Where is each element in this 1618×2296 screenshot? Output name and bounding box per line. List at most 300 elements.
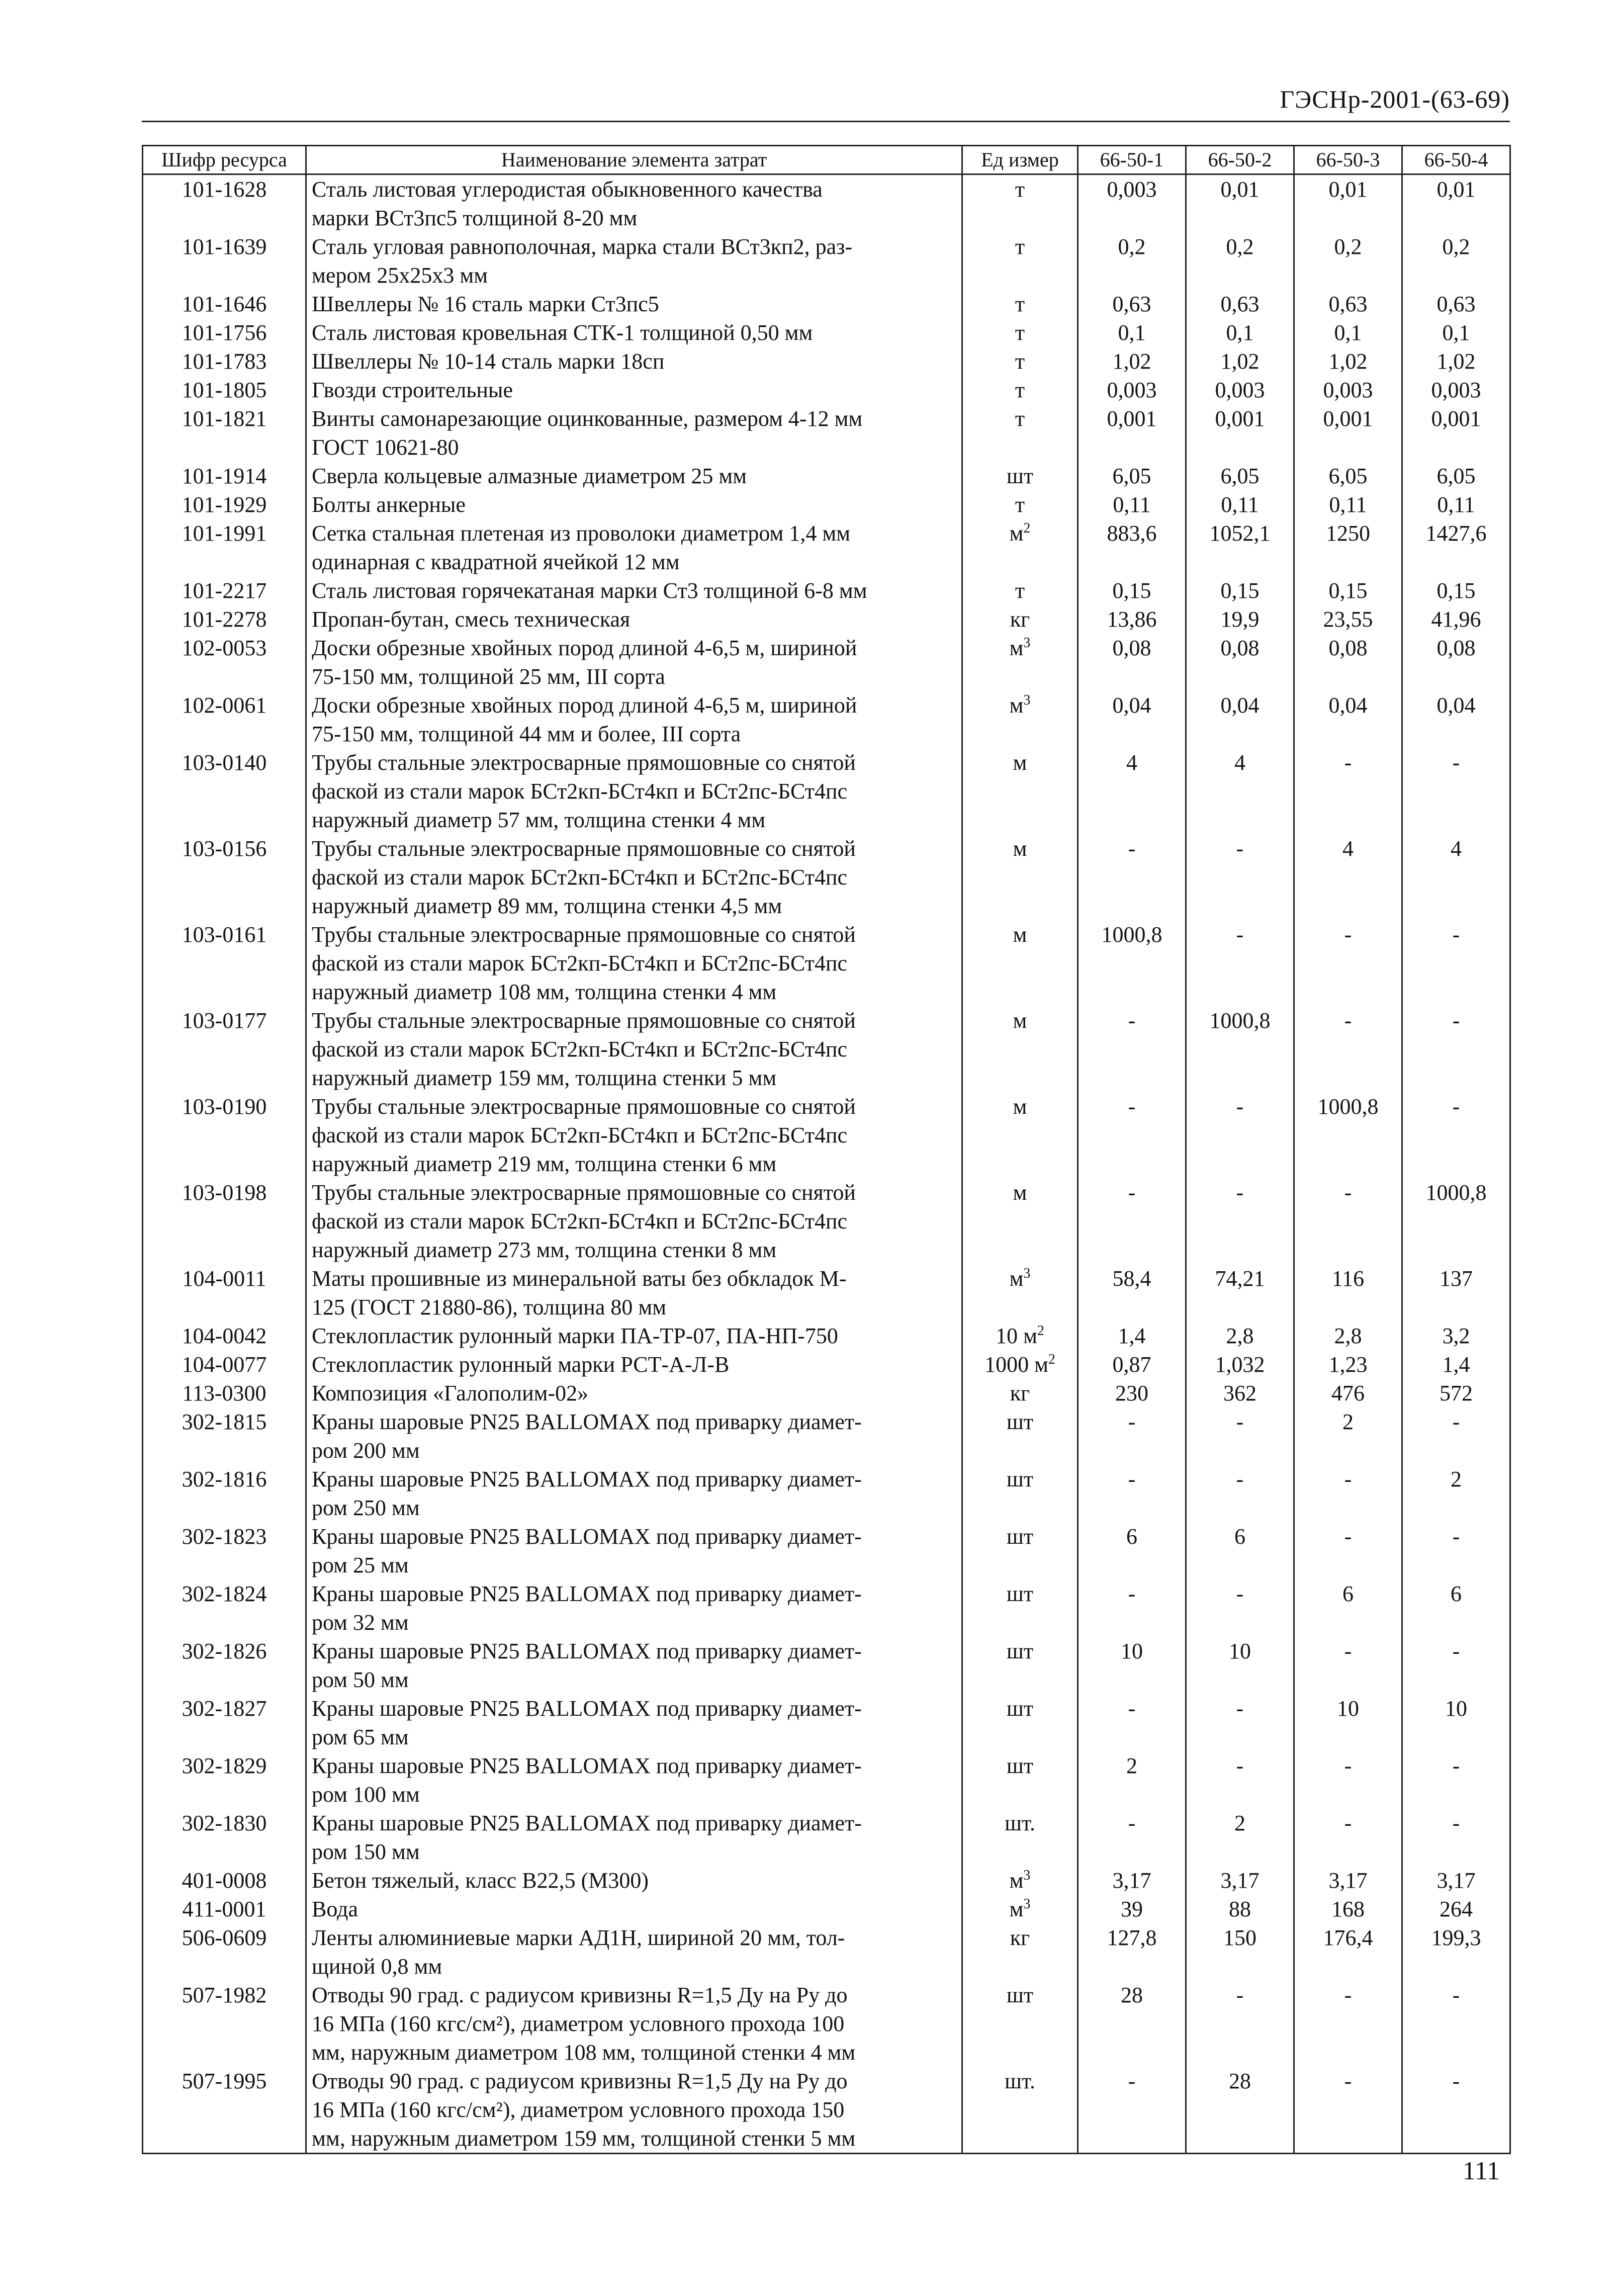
resource-name <box>306 347 962 376</box>
unit-text: т <box>1015 349 1025 374</box>
value-66-50-2: - <box>1186 1751 1294 1809</box>
resource-name <box>306 576 962 605</box>
resource-name-line: ром 150 мм <box>312 1839 420 1864</box>
resource-name <box>306 1264 962 1321</box>
value-66-50-2: 0,04 <box>1186 691 1294 748</box>
value-66-50-2: 0,001 <box>1186 404 1294 462</box>
resource-name <box>306 1866 962 1895</box>
value-66-50-2: 1,02 <box>1186 347 1294 376</box>
resource-name-line: наружный диаметр 108 мм, толщина стенки 4 мм <box>312 980 777 1004</box>
unit-cell <box>962 605 1078 634</box>
value-66-50-2: 2 <box>1186 1809 1294 1866</box>
value-66-50-2: 4 <box>1186 748 1294 834</box>
unit-cell <box>962 576 1078 605</box>
value-66-50-3: 10 <box>1294 1694 1402 1751</box>
resource-name-line: мм, наружным диаметром 108 мм, толщиной стенки 4 мм <box>312 2040 856 2065</box>
value-66-50-4: - <box>1402 1006 1510 1092</box>
value-66-50-4: - <box>1402 1092 1510 1178</box>
resource-name-line: Трубы стальные электросварные прямошовные со снятой <box>312 1094 856 1119</box>
resource-name-line: ром 100 мм <box>312 1782 420 1807</box>
table-row <box>143 1751 1510 1809</box>
resource-name-line: Винты самонарезающие оцинкованные, размером 4-12 мм <box>312 406 863 431</box>
value-66-50-3: 476 <box>1294 1379 1402 1407</box>
resource-name <box>306 174 962 233</box>
value-66-50-1: - <box>1078 1178 1186 1264</box>
resource-name-line: щиной 0,8 мм <box>312 1954 442 1979</box>
resource-name-line: Пропан-бутан, смесь техническая <box>312 607 631 632</box>
resource-name-line: Трубы стальные электросварные прямошовные со снятой <box>312 1008 856 1033</box>
resource-name-line: Трубы стальные электросварные прямошовные со снятой <box>312 1180 856 1205</box>
unit-cell <box>962 748 1078 834</box>
unit-text: м <box>1009 1868 1024 1893</box>
unit-cell <box>962 1006 1078 1092</box>
value-66-50-1: 2 <box>1078 1751 1186 1809</box>
value-66-50-3: 0,04 <box>1294 691 1402 748</box>
value-66-50-4: 264 <box>1402 1895 1510 1923</box>
resource-name-line: 75-150 мм, толщиной 25 мм, III сорта <box>312 664 665 689</box>
value-66-50-2: 28 <box>1186 2067 1294 2154</box>
resource-name-line: Отводы 90 град. с радиусом кривизны R=1,5 Ду на Ру до <box>312 1983 848 2007</box>
value-66-50-1: - <box>1078 2067 1186 2154</box>
resource-code: 302-1823 <box>143 1522 306 1579</box>
value-66-50-1: 0,11 <box>1078 490 1186 519</box>
value-66-50-3: 0,11 <box>1294 490 1402 519</box>
resource-table <box>142 145 1511 2154</box>
unit-text: т <box>1015 378 1025 402</box>
resource-name-line: Краны шаровые PN25 BALLOMAX под приварку диамет- <box>312 1467 862 1491</box>
value-66-50-1: - <box>1078 1694 1186 1751</box>
resource-name <box>306 1694 962 1751</box>
resource-name-line: Краны шаровые PN25 BALLOMAX под приварку диамет- <box>312 1524 862 1549</box>
unit-text: шт <box>1006 1639 1034 1663</box>
unit-cell <box>962 1264 1078 1321</box>
column-header-66-50-4: 66-50-4 <box>1402 146 1510 174</box>
value-66-50-1: 1,4 <box>1078 1321 1186 1350</box>
value-66-50-1: 230 <box>1078 1379 1186 1407</box>
resource-name-line: фаской из стали марок БСт2кп-БСт4кп и БСт2пс-БСт4пс <box>312 779 848 804</box>
value-66-50-4: 0,15 <box>1402 576 1510 605</box>
resource-name-line: Трубы стальные электросварные прямошовные со снятой <box>312 836 856 861</box>
resource-name-line: Краны шаровые PN25 BALLOMAX под приварку диамет- <box>312 1409 862 1434</box>
resource-name-line: Краны шаровые PN25 BALLOMAX под приварку диамет- <box>312 1811 862 1835</box>
value-66-50-2: 0,2 <box>1186 232 1294 290</box>
value-66-50-3: 0,63 <box>1294 290 1402 318</box>
resource-name <box>306 1178 962 1264</box>
resource-name <box>306 2067 962 2154</box>
value-66-50-1: 0,003 <box>1078 174 1186 233</box>
value-66-50-3: - <box>1294 1522 1402 1579</box>
table-header-row <box>143 146 1510 174</box>
unit-text: м <box>1013 1180 1027 1205</box>
value-66-50-4: - <box>1402 1522 1510 1579</box>
unit-cell <box>962 1178 1078 1264</box>
resource-name-line: Сталь угловая равнополочная, марка стали ВСт3кп2, раз- <box>312 234 853 259</box>
value-66-50-4: 0,11 <box>1402 490 1510 519</box>
value-66-50-4: - <box>1402 1637 1510 1694</box>
resource-name <box>306 1809 962 1866</box>
unit-text: шт <box>1006 1581 1034 1606</box>
resource-name <box>306 519 962 576</box>
resource-name-line: Трубы стальные электросварные прямошовные со снятой <box>312 922 856 947</box>
resource-name <box>306 1092 962 1178</box>
resource-code: 101-1756 <box>143 318 306 347</box>
resource-name-line: Краны шаровые PN25 BALLOMAX под приварку диамет- <box>312 1753 862 1778</box>
value-66-50-4: 1,02 <box>1402 347 1510 376</box>
value-66-50-4: - <box>1402 2067 1510 2154</box>
value-66-50-1: 6 <box>1078 1522 1186 1579</box>
resource-name <box>306 634 962 691</box>
value-66-50-3: 3,17 <box>1294 1866 1402 1895</box>
value-66-50-1: - <box>1078 1407 1186 1465</box>
resource-name-line: ром 50 мм <box>312 1667 409 1692</box>
resource-code: 101-1805 <box>143 376 306 404</box>
table-row <box>143 1465 1510 1522</box>
resource-name <box>306 1522 962 1579</box>
unit-text: т <box>1015 234 1025 259</box>
resource-name <box>306 1579 962 1637</box>
value-66-50-1: 3,17 <box>1078 1866 1186 1895</box>
resource-name-line: ром 250 мм <box>312 1495 420 1520</box>
table-row <box>143 290 1510 318</box>
resource-name-line: 16 МПа (160 кгс/см²), диаметром условного прохода 100 <box>312 2011 845 2036</box>
table-body <box>143 174 1510 2154</box>
table-row <box>143 691 1510 748</box>
value-66-50-3: - <box>1294 1006 1402 1092</box>
value-66-50-4: 2 <box>1402 1465 1510 1522</box>
value-66-50-3: - <box>1294 2067 1402 2154</box>
resource-name <box>306 490 962 519</box>
value-66-50-3: 2 <box>1294 1407 1402 1465</box>
unit-text: м <box>1013 750 1027 775</box>
resource-name-line: Сетка стальная плетеная из проволоки диаметром 1,4 мм <box>312 521 851 546</box>
resource-code: 302-1829 <box>143 1751 306 1809</box>
resource-name-line: мм, наружным диаметром 159 мм, толщиной стенки 5 мм <box>312 2126 856 2151</box>
unit-text: т <box>1015 177 1025 202</box>
value-66-50-4: 4 <box>1402 834 1510 920</box>
resource-code: 302-1826 <box>143 1637 306 1694</box>
value-66-50-4: 3,17 <box>1402 1866 1510 1895</box>
resource-name <box>306 1751 962 1809</box>
value-66-50-2: 19,9 <box>1186 605 1294 634</box>
resource-code: 302-1824 <box>143 1579 306 1637</box>
unit-cell <box>962 1981 1078 2067</box>
resource-code: 101-1646 <box>143 290 306 318</box>
unit-text: шт <box>1006 1524 1034 1549</box>
value-66-50-2: - <box>1186 1092 1294 1178</box>
value-66-50-2: 1052,1 <box>1186 519 1294 576</box>
unit-exponent: 3 <box>1023 1896 1031 1912</box>
value-66-50-1: 58,4 <box>1078 1264 1186 1321</box>
table-row <box>143 174 1510 233</box>
value-66-50-1: - <box>1078 1092 1186 1178</box>
table-row <box>143 834 1510 920</box>
resource-name <box>306 376 962 404</box>
value-66-50-4: - <box>1402 920 1510 1006</box>
value-66-50-3: 0,1 <box>1294 318 1402 347</box>
value-66-50-4: 6,05 <box>1402 462 1510 490</box>
table-row <box>143 1407 1510 1465</box>
resource-name-line: фаской из стали марок БСт2кп-БСт4кп и БСт2пс-БСт4пс <box>312 1209 848 1233</box>
unit-text: кг <box>1010 1925 1030 1950</box>
value-66-50-3: 0,003 <box>1294 376 1402 404</box>
table-row <box>143 1522 1510 1579</box>
resource-name <box>306 232 962 290</box>
value-66-50-1: - <box>1078 1809 1186 1866</box>
resource-name-line: фаской из стали марок БСт2кп-БСт4кп и БСт2пс-БСт4пс <box>312 1037 848 1062</box>
unit-exponent: 2 <box>1037 1323 1044 1339</box>
table-row <box>143 1981 1510 2067</box>
resource-name-line: Краны шаровые PN25 BALLOMAX под приварку диамет- <box>312 1696 862 1721</box>
resource-name <box>306 1465 962 1522</box>
value-66-50-2: 150 <box>1186 1923 1294 1981</box>
unit-exponent: 3 <box>1023 1266 1031 1281</box>
value-66-50-3: 0,15 <box>1294 576 1402 605</box>
value-66-50-2: - <box>1186 1465 1294 1522</box>
table-row <box>143 1923 1510 1981</box>
table-row <box>143 404 1510 462</box>
value-66-50-1: 0,08 <box>1078 634 1186 691</box>
value-66-50-1: 0,2 <box>1078 232 1186 290</box>
resource-code: 101-1628 <box>143 174 306 233</box>
table-row <box>143 1637 1510 1694</box>
unit-text: т <box>1015 492 1025 517</box>
unit-exponent: 2 <box>1023 520 1031 536</box>
resource-name-line: Вода <box>312 1897 358 1921</box>
value-66-50-3: 0,01 <box>1294 174 1402 233</box>
value-66-50-3: 1000,8 <box>1294 1092 1402 1178</box>
value-66-50-3: - <box>1294 1809 1402 1866</box>
value-66-50-1: 4 <box>1078 748 1186 834</box>
value-66-50-1: 0,63 <box>1078 290 1186 318</box>
unit-cell <box>962 1379 1078 1407</box>
value-66-50-4: 0,63 <box>1402 290 1510 318</box>
resource-name-line: ром 200 мм <box>312 1438 420 1463</box>
resource-code: 101-1639 <box>143 232 306 290</box>
value-66-50-4: 572 <box>1402 1379 1510 1407</box>
value-66-50-3: - <box>1294 1637 1402 1694</box>
resource-code: 101-1821 <box>143 404 306 462</box>
value-66-50-1: 39 <box>1078 1895 1186 1923</box>
unit-cell <box>962 1321 1078 1350</box>
unit-cell <box>962 1694 1078 1751</box>
unit-cell <box>962 232 1078 290</box>
unit-cell <box>962 490 1078 519</box>
column-header-66-50-2: 66-50-2 <box>1186 146 1294 174</box>
unit-cell <box>962 2067 1078 2154</box>
table-row <box>143 519 1510 576</box>
unit-text: 10 м <box>996 1323 1037 1348</box>
value-66-50-4: 3,2 <box>1402 1321 1510 1350</box>
resource-name <box>306 290 962 318</box>
unit-cell <box>962 1522 1078 1579</box>
unit-cell <box>962 462 1078 490</box>
value-66-50-3: 1,02 <box>1294 347 1402 376</box>
unit-cell <box>962 920 1078 1006</box>
resource-name <box>306 1895 962 1923</box>
column-header-66-50-1: 66-50-1 <box>1078 146 1186 174</box>
table-row <box>143 347 1510 376</box>
resource-name-line: Краны шаровые PN25 BALLOMAX под приварку диамет- <box>312 1581 862 1606</box>
resource-name-line: наружный диаметр 273 мм, толщина стенки 8 мм <box>312 1238 777 1262</box>
resource-name-line: Доски обрезные хвойных пород длиной 4-6,5 м, шириной <box>312 636 857 660</box>
resource-name-line: 16 МПа (160 кгс/см²), диаметром условного прохода 150 <box>312 2097 845 2122</box>
value-66-50-3: 168 <box>1294 1895 1402 1923</box>
table-row <box>143 2067 1510 2154</box>
unit-exponent: 3 <box>1023 1868 1031 1883</box>
unit-text: т <box>1015 578 1025 603</box>
resource-code: 104-0011 <box>143 1264 306 1321</box>
value-66-50-2: 0,08 <box>1186 634 1294 691</box>
table-row <box>143 748 1510 834</box>
value-66-50-4: 41,96 <box>1402 605 1510 634</box>
resource-name-line: Трубы стальные электросварные прямошовные со снятой <box>312 750 856 775</box>
unit-cell <box>962 1465 1078 1522</box>
resource-code: 104-0042 <box>143 1321 306 1350</box>
unit-text: м <box>1009 521 1024 546</box>
unit-cell <box>962 1866 1078 1895</box>
value-66-50-1: 10 <box>1078 1637 1186 1694</box>
resource-name-line: 125 (ГОСТ 21880-86), толщина 80 мм <box>312 1295 667 1319</box>
value-66-50-3: 1250 <box>1294 519 1402 576</box>
value-66-50-4: 0,003 <box>1402 376 1510 404</box>
resource-name-line: ром 32 мм <box>312 1610 409 1635</box>
value-66-50-2: 0,15 <box>1186 576 1294 605</box>
unit-cell <box>962 318 1078 347</box>
value-66-50-3: 0,2 <box>1294 232 1402 290</box>
value-66-50-4: 1427,6 <box>1402 519 1510 576</box>
unit-text: шт <box>1006 1467 1034 1491</box>
table-row <box>143 1178 1510 1264</box>
value-66-50-3: 2,8 <box>1294 1321 1402 1350</box>
resource-name <box>306 605 962 634</box>
resource-name-line: одинарная с квадратной ячейкой 12 мм <box>312 550 680 574</box>
resource-code: 302-1816 <box>143 1465 306 1522</box>
unit-text: кг <box>1010 1381 1030 1405</box>
unit-text: шт <box>1006 1696 1034 1721</box>
unit-text: т <box>1015 292 1025 316</box>
resource-code: 302-1827 <box>143 1694 306 1751</box>
value-66-50-4: - <box>1402 1809 1510 1866</box>
unit-cell <box>962 347 1078 376</box>
resource-name <box>306 318 962 347</box>
value-66-50-4: 0,2 <box>1402 232 1510 290</box>
resource-name-line: наружный диаметр 159 мм, толщина стенки 5 мм <box>312 1066 777 1090</box>
value-66-50-3: - <box>1294 1178 1402 1264</box>
resource-name <box>306 1407 962 1465</box>
value-66-50-3: 4 <box>1294 834 1402 920</box>
value-66-50-4: 1,4 <box>1402 1350 1510 1379</box>
resource-name-line: наружный диаметр 219 мм, толщина стенки 6 мм <box>312 1152 777 1176</box>
value-66-50-2: - <box>1186 1178 1294 1264</box>
unit-cell <box>962 519 1078 576</box>
resource-name-line: Доски обрезные хвойных пород длиной 4-6,5 м, шириной <box>312 693 857 718</box>
table-row <box>143 376 1510 404</box>
unit-text: кг <box>1010 607 1030 632</box>
table-row <box>143 1264 1510 1321</box>
resource-name-line: Сталь листовая углеродистая обыкновенного качества <box>312 177 823 202</box>
unit-text: шт <box>1006 1409 1034 1434</box>
table-row <box>143 1694 1510 1751</box>
value-66-50-2: 1,032 <box>1186 1350 1294 1379</box>
resource-name <box>306 691 962 748</box>
value-66-50-1: 28 <box>1078 1981 1186 2067</box>
value-66-50-3: 1,23 <box>1294 1350 1402 1379</box>
resource-name-line: Болты анкерные <box>312 492 466 517</box>
unit-text: шт. <box>1005 2069 1035 2093</box>
value-66-50-2: - <box>1186 920 1294 1006</box>
unit-text: шт. <box>1005 1811 1035 1835</box>
resource-name-line: ГОСТ 10621-80 <box>312 435 459 460</box>
resource-code: 113-0300 <box>143 1379 306 1407</box>
value-66-50-3: 23,55 <box>1294 605 1402 634</box>
table-row <box>143 1092 1510 1178</box>
unit-cell <box>962 1751 1078 1809</box>
unit-exponent: 3 <box>1023 692 1031 708</box>
value-66-50-2: 10 <box>1186 1637 1294 1694</box>
table-row <box>143 1006 1510 1092</box>
unit-cell <box>962 1579 1078 1637</box>
unit-cell <box>962 1407 1078 1465</box>
table-row <box>143 1321 1510 1350</box>
unit-text: м <box>1009 636 1024 660</box>
value-66-50-1: 0,15 <box>1078 576 1186 605</box>
table-row <box>143 605 1510 634</box>
resource-name <box>306 1006 962 1092</box>
resource-name <box>306 1923 962 1981</box>
unit-text: м <box>1009 1266 1024 1291</box>
unit-text: м <box>1009 693 1024 718</box>
table-row <box>143 576 1510 605</box>
unit-text: т <box>1015 320 1025 345</box>
value-66-50-3: 176,4 <box>1294 1923 1402 1981</box>
unit-text: м <box>1013 922 1027 947</box>
unit-text: т <box>1015 406 1025 431</box>
value-66-50-4: - <box>1402 1407 1510 1465</box>
value-66-50-3: - <box>1294 1465 1402 1522</box>
unit-cell <box>962 1092 1078 1178</box>
unit-cell <box>962 404 1078 462</box>
value-66-50-1: - <box>1078 1579 1186 1637</box>
resource-name <box>306 920 962 1006</box>
resource-code: 101-2217 <box>143 576 306 605</box>
value-66-50-4: 199,3 <box>1402 1923 1510 1981</box>
resource-code: 103-0177 <box>143 1006 306 1092</box>
value-66-50-2: - <box>1186 1579 1294 1637</box>
resource-name-line: ром 65 мм <box>312 1725 409 1749</box>
resource-name <box>306 748 962 834</box>
unit-cell <box>962 1637 1078 1694</box>
value-66-50-3: - <box>1294 920 1402 1006</box>
unit-text: шт <box>1006 1753 1034 1778</box>
column-header-unit: Ед измер <box>962 146 1078 174</box>
resource-code: 506-0609 <box>143 1923 306 1981</box>
resource-name-line: Швеллеры № 10-14 сталь марки 18сп <box>312 349 665 374</box>
value-66-50-4: 0,08 <box>1402 634 1510 691</box>
resource-name-line: фаской из стали марок БСт2кп-БСт4кп и БСт2пс-БСт4пс <box>312 951 848 976</box>
resource-name <box>306 834 962 920</box>
document-code: ГЭСНр-2001-(63-69) <box>1280 85 1510 113</box>
unit-text: м <box>1013 1094 1027 1119</box>
resource-code: 103-0190 <box>143 1092 306 1178</box>
value-66-50-2: 0,01 <box>1186 174 1294 233</box>
unit-text: шт <box>1006 464 1034 488</box>
value-66-50-2: 0,63 <box>1186 290 1294 318</box>
resource-name-line: Гвозди строительные <box>312 378 513 402</box>
resource-name-line: Сталь листовая кровельная СТК-1 толщиной 0,50 мм <box>312 320 813 345</box>
resource-name-line: ром 25 мм <box>312 1553 409 1577</box>
value-66-50-3: 0,08 <box>1294 634 1402 691</box>
table-row <box>143 1895 1510 1923</box>
